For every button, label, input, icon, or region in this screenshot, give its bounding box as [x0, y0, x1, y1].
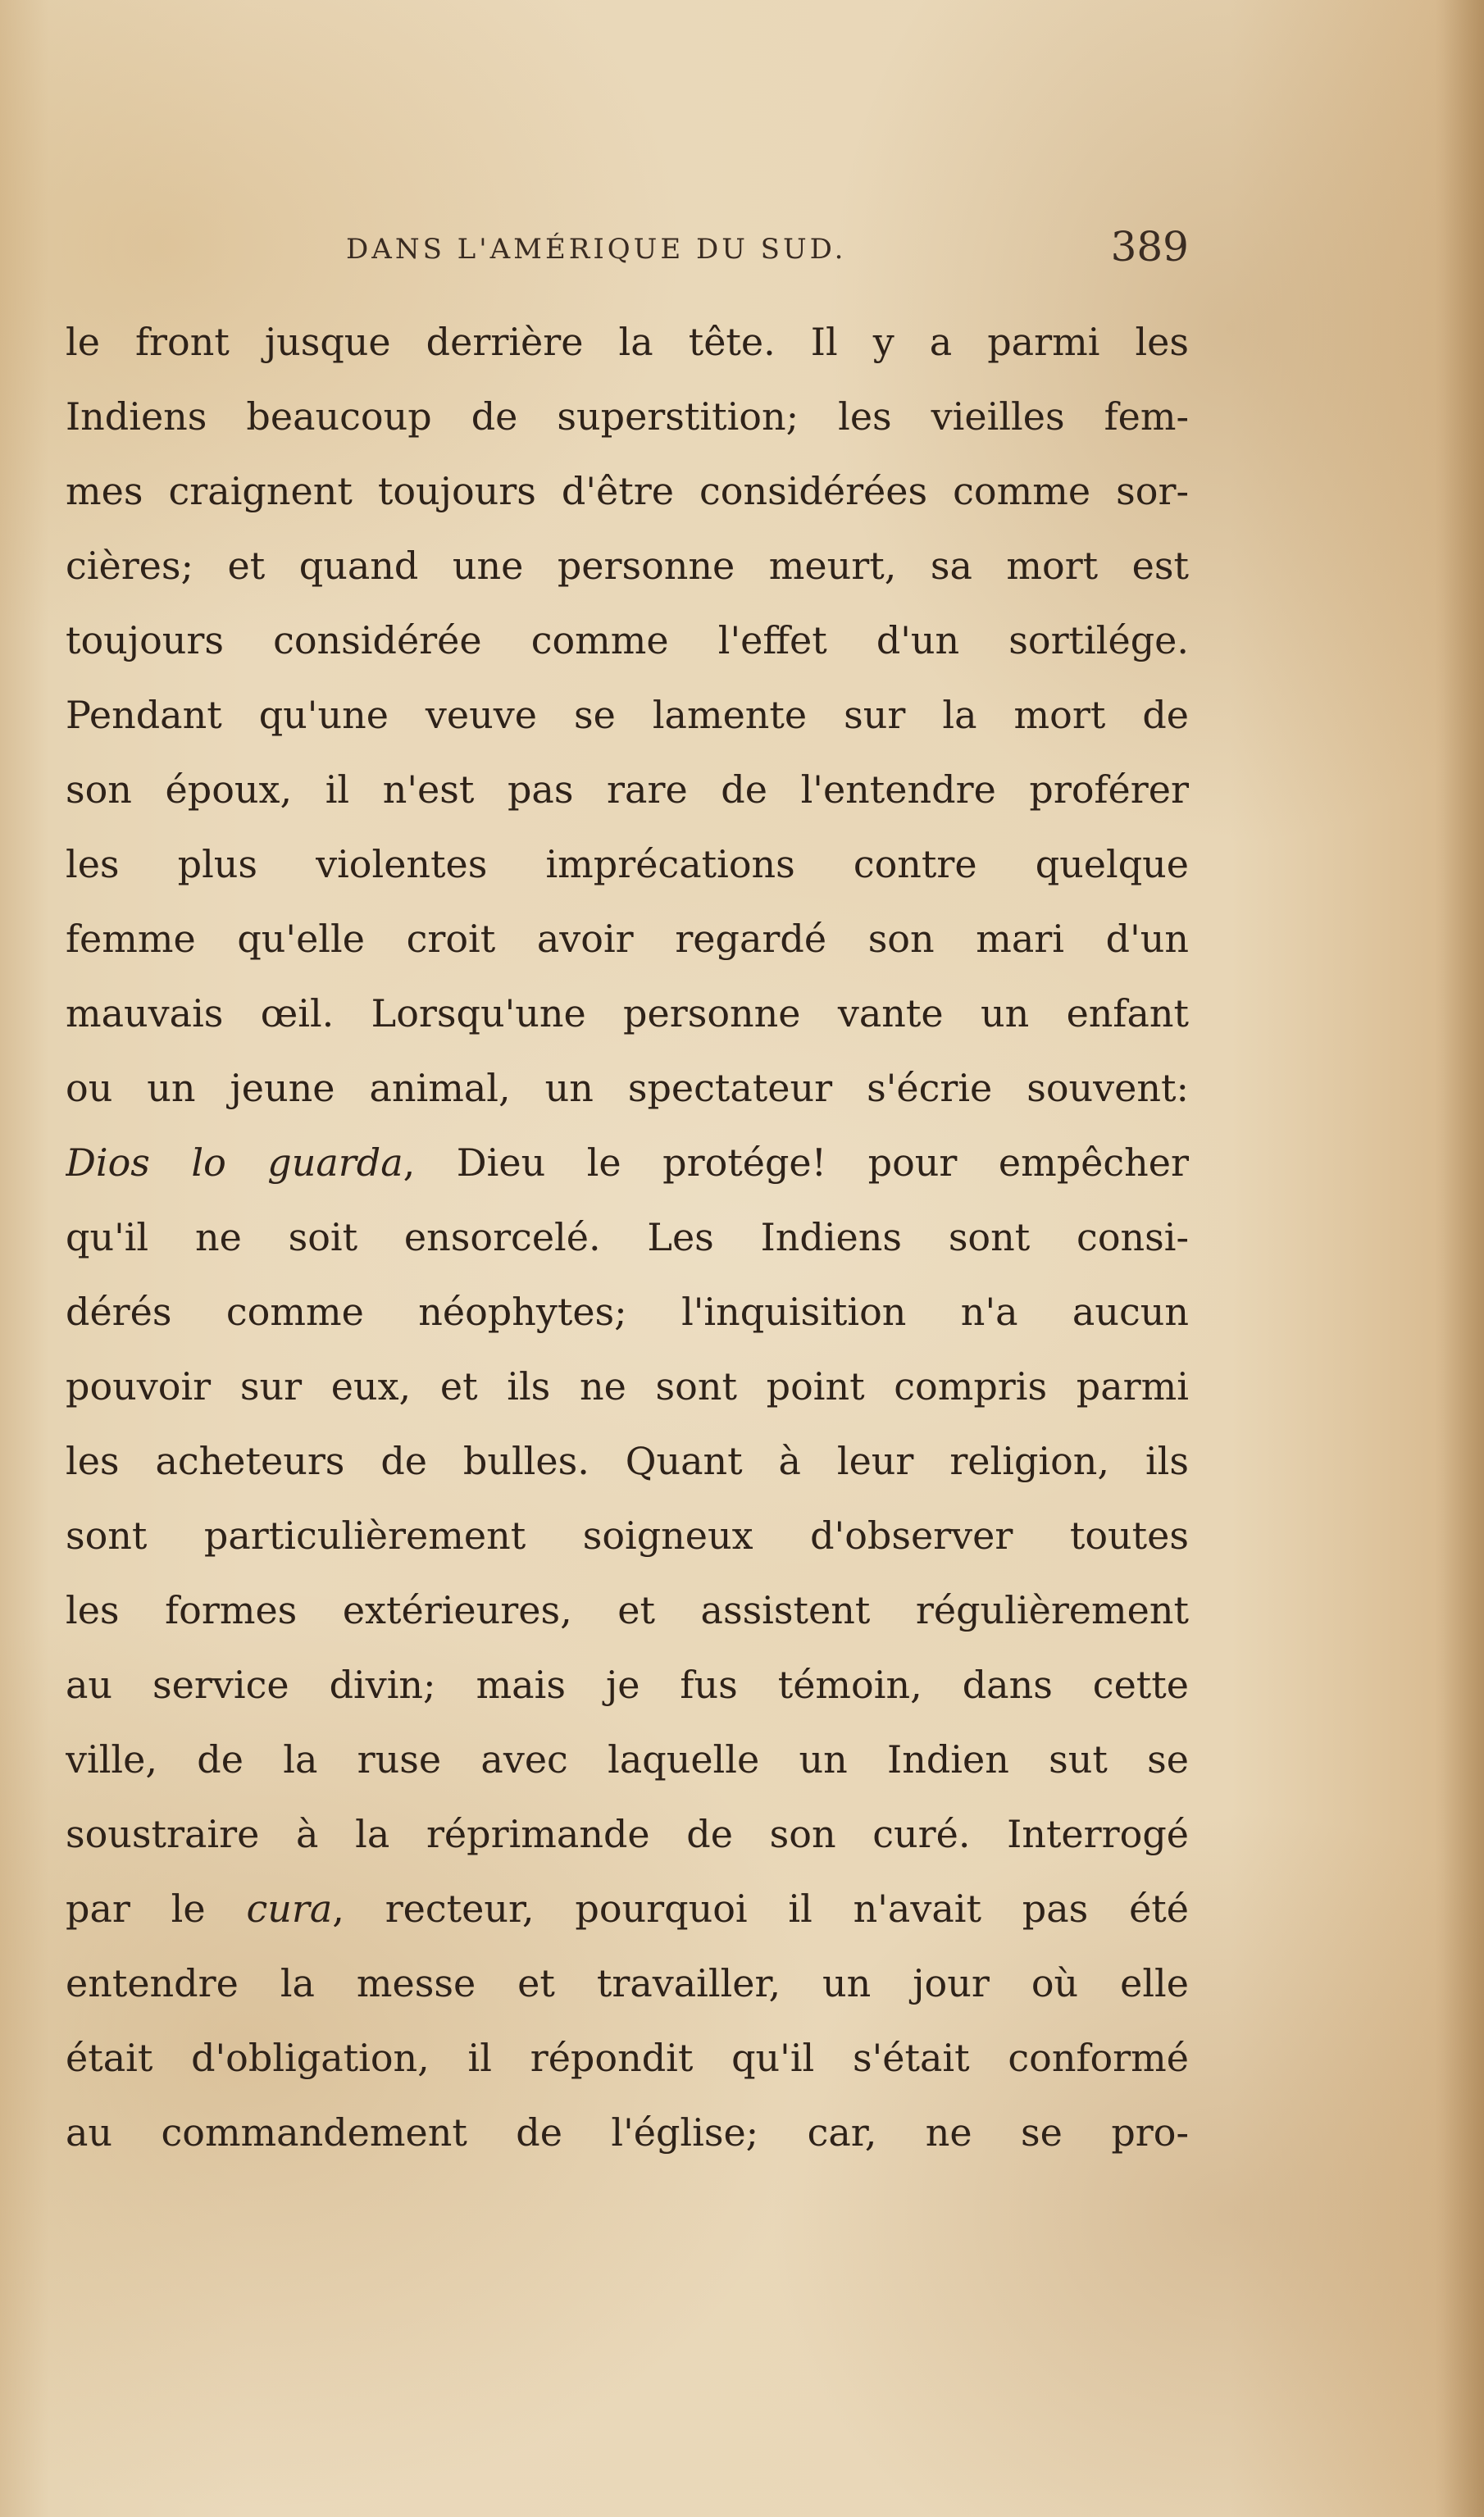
text-line: mes craignent toujours d'être considérées comme sor-	[66, 469, 1189, 513]
text-line: au service divin; mais je fus témoin, dans cette	[66, 1663, 1189, 1707]
text-line: Indiens beaucoup de superstition; les vieilles fem-	[66, 394, 1189, 439]
text-line: entendre la messe et travailler, un jour où elle	[66, 1961, 1189, 2005]
body-text	[66, 305, 1189, 2170]
text-line: au commandement de l'église; car, ne se pro-	[66, 2110, 1189, 2155]
italic-word: cura	[246, 1887, 333, 1931]
text-line: pouvoir sur eux, et ils ne sont point compris parmi	[66, 1364, 1189, 1409]
text-line: sont particulièrement soigneux d'observer toutes	[66, 1513, 1189, 1558]
text-line: mauvais œil. Lorsqu'une personne vante un enfant	[66, 991, 1189, 1035]
text-line: était d'obligation, il répondit qu'il s'était conformé	[66, 2036, 1189, 2080]
text-line: Pendant qu'une veuve se lamente sur la mort de	[66, 693, 1189, 737]
running-head: DANS L'AMÉRIQUE DU SUD.	[346, 233, 847, 266]
text-line: ville, de la ruse avec laquelle un Indien sut se	[66, 1737, 1189, 1782]
page-number: 389	[1110, 223, 1189, 271]
text-line: femme qu'elle croit avoir regardé son mari d'un	[66, 917, 1189, 961]
page-edge-shadow	[1435, 0, 1484, 2517]
line-rest: , recteur, pourquoi il n'avait pas été	[332, 1887, 1189, 1931]
text-line: toujours considérée comme l'effet d'un sortilége.	[66, 618, 1189, 662]
text-line: les acheteurs de bulles. Quant à leur religion, ils	[66, 1439, 1189, 1483]
text-line: son époux, il n'est pas rare de l'entendre proférer	[66, 767, 1189, 812]
text-line: qu'il ne soit ensorcelé. Les Indiens sont consi-	[66, 1215, 1189, 1259]
text-line: cières; et quand une personne meurt, sa mort est	[66, 544, 1189, 588]
text-line-italic-phrase	[66, 1126, 1189, 1200]
text-line: soustraire à la réprimande de son curé. Interrogé	[66, 1812, 1189, 1856]
text-line: dérés comme néophytes; l'inquisition n'a aucun	[66, 1290, 1189, 1334]
text-line-italic-word	[66, 1872, 1189, 1946]
text-line: les formes extérieures, et assistent régulièrement	[66, 1588, 1189, 1632]
italic-phrase: Dios lo guarda	[66, 1140, 403, 1185]
line-start: par le	[66, 1887, 247, 1931]
text-line: ou un jeune animal, un spectateur s'écrie souvent:	[66, 1066, 1189, 1110]
text-line: les plus violentes imprécations contre quelque	[66, 842, 1189, 886]
page-header	[66, 223, 1189, 280]
text-line: le front jusque derrière la tête. Il y a parmi les	[66, 320, 1189, 364]
line-rest: , Dieu le protége! pour empêcher	[403, 1140, 1189, 1185]
